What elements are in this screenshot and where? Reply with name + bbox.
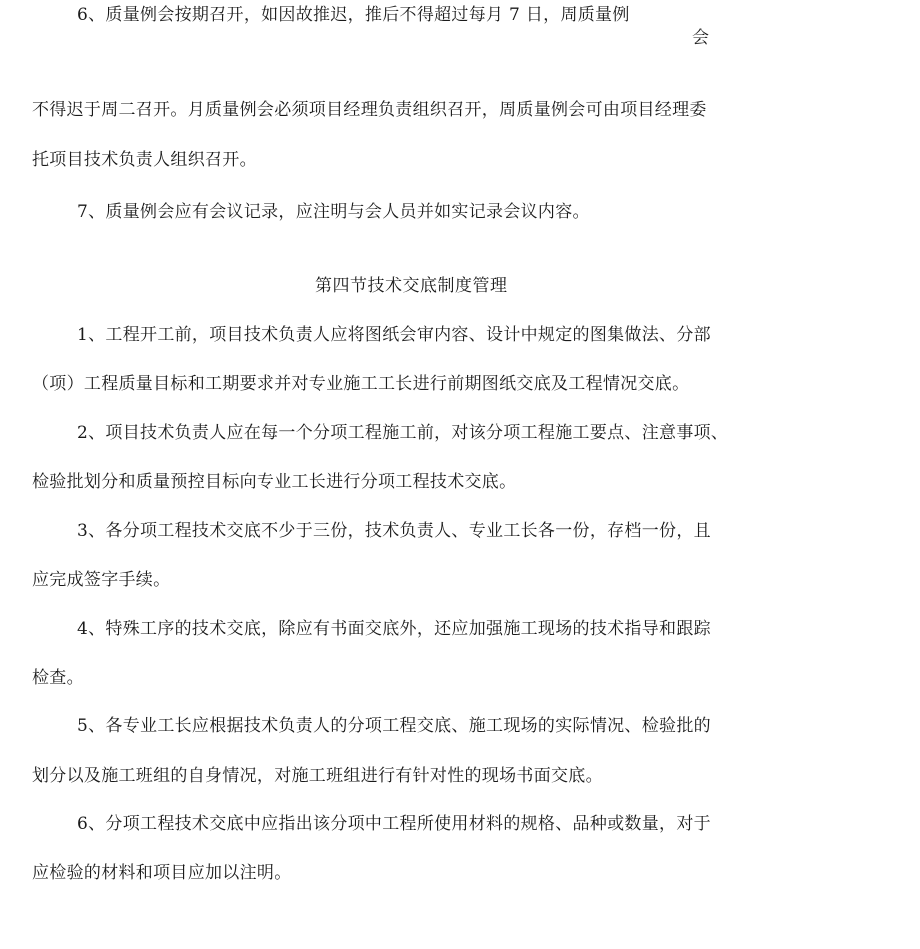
item-5-line-2: 划分以及施工班组的自身情况，对施工班组进行有针对性的现场书面交底。	[32, 766, 603, 786]
prev-item-6-line-3: 托项目技术负责人组织召开。	[32, 150, 257, 170]
item-6-line-2: 应检验的材料和项目应加以注明。	[32, 863, 292, 883]
section-heading: 第四节技术交底制度管理	[315, 276, 508, 296]
prev-item-6-line-1: 6、质量例会按期召开，如因故推迟，推后不得超过每月 7 日，周质量例	[77, 5, 630, 25]
item-2-line-1: 2、项目技术负责人应在每一个分项工程施工前，对该分项工程施工要点、注意事项、	[77, 423, 729, 443]
item-2-line-2: 检验批划分和质量预控目标向专业工长进行分项工程技术交底。	[32, 472, 517, 492]
item-3-line-2: 应完成签字手续。	[32, 570, 171, 590]
item-1-line-1: 1、工程开工前，项目技术负责人应将图纸会审内容、设计中规定的图集做法、分部	[77, 325, 711, 345]
item-5-line-1: 5、各专业工长应根据技术负责人的分项工程交底、施工现场的实际情况、检验批的	[77, 716, 711, 736]
item-4-line-1: 4、特殊工序的技术交底，除应有书面交底外，还应加强施工现场的技术指导和跟踪	[77, 619, 711, 639]
prev-item-7-line-1: 7、质量例会应有会议记录，应注明与会人员并如实记录会议内容。	[77, 202, 590, 222]
prev-item-6-line-2: 不得迟于周二召开。月质量例会必须项目经理负责组织召开，周质量例会可由项目经理委	[32, 100, 707, 120]
item-6-line-1: 6、分项工程技术交底中应指出该分项中工程所使用材料的规格、品种或数量，对于	[77, 814, 711, 834]
item-4-line-2: 检查。	[32, 668, 84, 688]
item-1-line-2: （项）工程质量目标和工期要求并对专业施工工长进行前期图纸交底及工程情况交底。	[32, 374, 690, 394]
item-3-line-1: 3、各分项工程技术交底不少于三份，技术负责人、专业工长各一份，存档一份，且	[77, 521, 711, 541]
prev-item-6-line-1-overflow: 会	[692, 28, 710, 48]
